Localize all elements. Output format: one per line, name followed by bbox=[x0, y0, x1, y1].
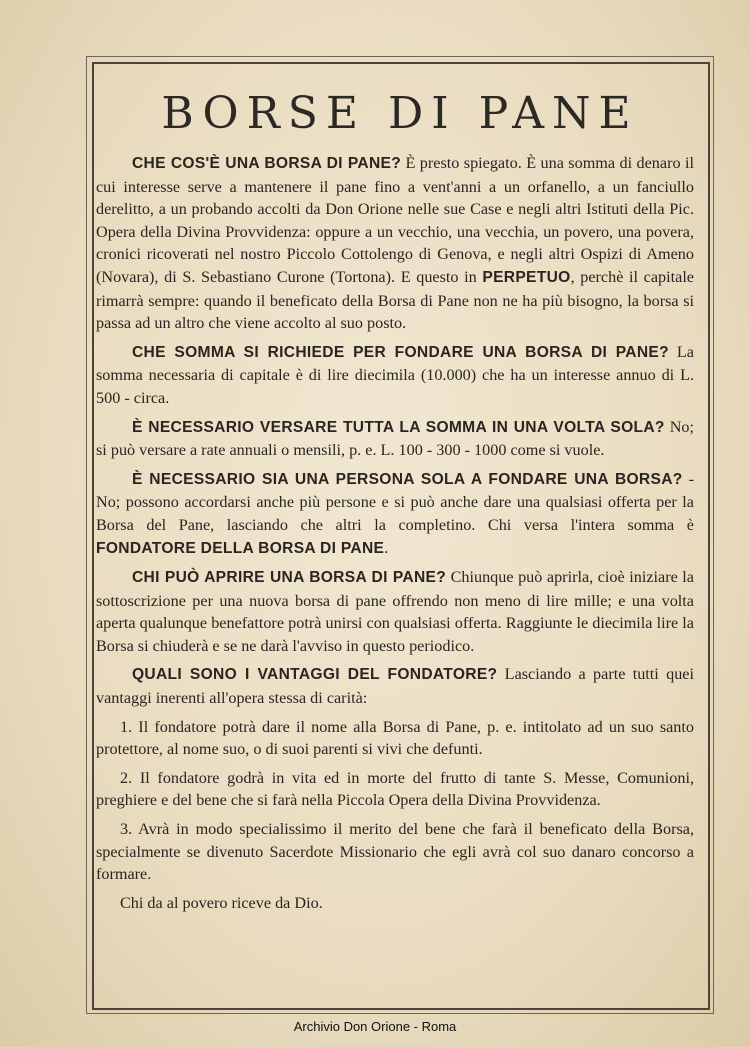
list-item: 2. Il fondatore godrà in vita ed in morte del frutto di tante S. Messe, Comunioni, preghiere e del bene che si farà nella Piccola Opera della Divina Provvidenza. bbox=[96, 768, 694, 810]
question-heading: CHI PUÒ APRIRE UNA BORSA DI PANE? bbox=[132, 569, 447, 587]
question-heading: È NECESSARIO VERSARE TUTTA LA SOMMA IN UNA VOLTA SOLA? bbox=[132, 418, 665, 436]
paragraph-amount bbox=[96, 341, 694, 410]
question-heading: È NECESSARIO SIA UNA PERSONA SOLA A FONDARE UNA BORSA? bbox=[132, 470, 683, 488]
archive-caption: Archivio Don Orione - Roma bbox=[293, 1019, 457, 1034]
paragraph-advantages bbox=[96, 663, 694, 709]
closing-line: Chi da al povero riceve da Dio. bbox=[120, 893, 323, 912]
paragraph-payment bbox=[96, 416, 694, 462]
question-heading: CHE COS'È UNA BORSA DI PANE? bbox=[132, 155, 402, 172]
paragraph-what-is bbox=[96, 152, 694, 335]
answer-text: La somma necessaria di capitale è di lire diecimila (10.000) che ha un interesse annuo di L. 500 - circa. bbox=[96, 342, 694, 407]
answer-text: È presto spiegato. È una somma di denaro il cui interesse serve a mantenere il pane fino a vent'anni a un orfanello, a un fanciullo derelitto, a un probando accolti da Don Orione nelle sue Case e negli altri Istituti della Pic. Opera della Divina Provvidenza: oppure a un vecchio, una vecchia, un povero, una povera, cronici ricoverati nel nostro Piccolo Cottolengo di Genova, e negli altri Ospizi di Ameno (Novara), di S. Sebastiano Curone (Tortona). E questo in bbox=[96, 154, 694, 286]
answer-text: , perchè il capitale rimarrà sempre: quando il beneficato della Borsa di Pane non ne ha più bisogno, la borsa si passa ad un altro che viene accolto al suo posto. bbox=[96, 267, 694, 333]
answer-text: Chiunque può aprirla, cioè iniziare la sottoscrizione per una nuova borsa di pane offrendo non meno di lire mille; e una volta aperta qualunque benefattore potrà unirsi con qualsiasi offerta. Raggiunte le diecimila lire la Borsa si chiuderà e se ne darà l'avviso in questo periodico. bbox=[96, 568, 694, 655]
list-item: 3. Avrà in modo specialissimo il merito del bene che farà il beneficato della Borsa, specialmente se divenuto Sacerdote Missionario che egli avrà col suo danaro concorso a formare. bbox=[96, 820, 694, 884]
paragraph-one-person bbox=[96, 468, 694, 560]
question-heading: QUALI SONO I VANTAGGI DEL FONDATORE? bbox=[132, 666, 498, 684]
answer-text: . bbox=[384, 538, 389, 557]
paragraph-who-can-open bbox=[96, 566, 694, 657]
emphasis-text: PERPETUO bbox=[482, 268, 571, 286]
list-item: 1. Il fondatore potrà dare il nome alla Borsa di Pane, p. e. intitolato ad un suo santo protettore, al nome suo, o di suoi parenti si vivi che defunti. bbox=[96, 717, 694, 759]
article-body bbox=[96, 152, 694, 920]
answer-text: No; si può versare a rate annuali o mensili, p. e. L. 100 - 300 - 1000 come si vuole. bbox=[96, 417, 694, 460]
question-heading: CHE SOMMA SI RICHIEDE PER FONDARE UNA BORSA DI PANE? bbox=[132, 343, 669, 361]
answer-text: Lasciando a parte tutti quei vantaggi inerenti all'opera stessa di carità: bbox=[96, 665, 694, 708]
page-title: BORSE DI PANE bbox=[161, 88, 639, 139]
emphasis-text: FONDATORE DELLA BORSA DI PANE bbox=[96, 539, 385, 557]
answer-text: - No; possono accordarsi anche più persone e si può anche dare una qualsiasi offerta per la Borsa del Pane, lasciando che altri la completino. Chi versa l'intera somma è bbox=[96, 469, 695, 534]
